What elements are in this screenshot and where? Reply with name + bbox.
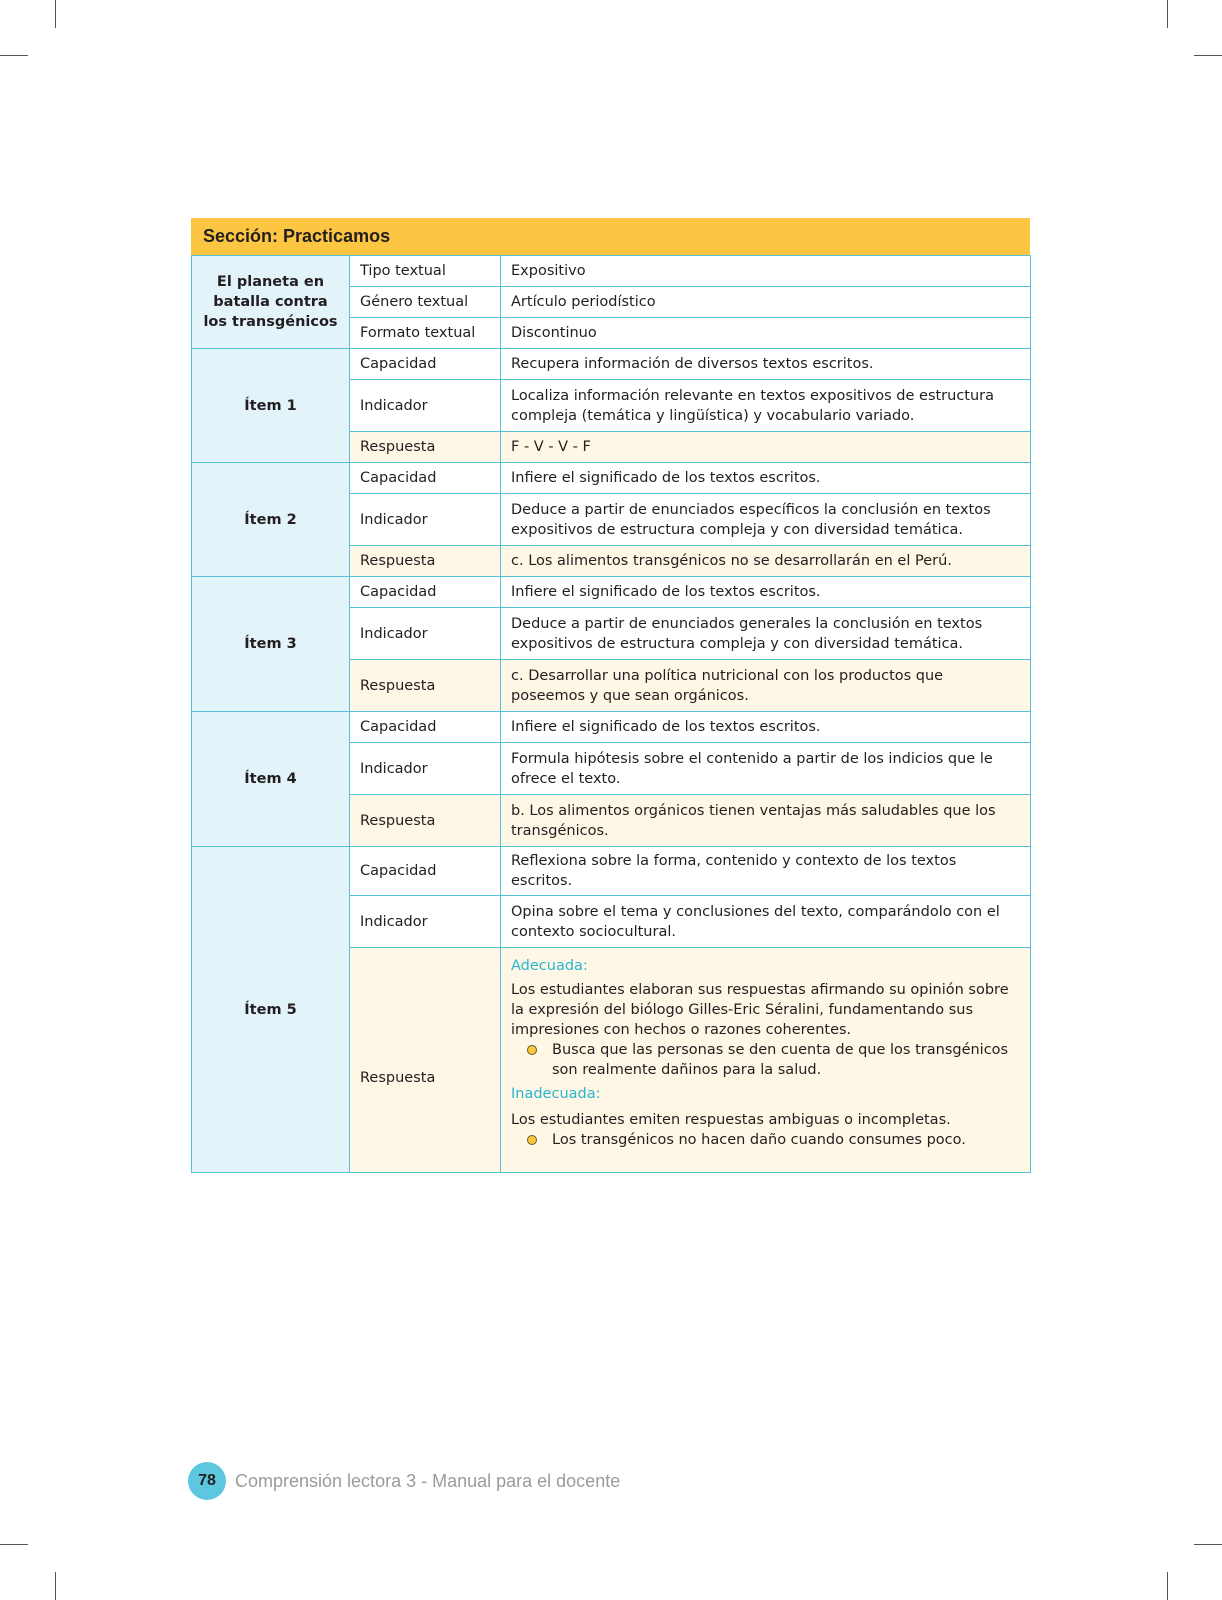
respuesta-value: c. Desarrollar una política nutricional con los productos que poseemos y que sean orgánicos. xyxy=(501,660,1031,712)
capacidad-value: Infiere el significado de los textos escritos. xyxy=(501,463,1031,494)
row-value: Discontinuo xyxy=(501,318,1031,349)
crop-mark xyxy=(1194,55,1222,56)
adecuada-example-text: Busca que las personas se den cuenta de que los transgénicos son realmente dañinos para la salud. xyxy=(552,1042,1009,1078)
capacidad-value: Recupera información de diversos textos escritos. xyxy=(501,349,1031,380)
crop-mark xyxy=(1194,1544,1222,1545)
capacidad-label: Capacidad xyxy=(350,577,501,608)
page-footer xyxy=(188,1462,620,1500)
item-5-label: Ítem 5 xyxy=(192,847,350,1173)
respuesta-label: Respuesta xyxy=(350,660,501,712)
indicador-value: Deduce a partir de enunciados generales la conclusión en textos expositivos de estructura compleja y con diversidad temática. xyxy=(501,608,1031,660)
capacidad-label: Capacidad xyxy=(350,712,501,743)
capacidad-value: Infiere el significado de los textos escritos. xyxy=(501,577,1031,608)
adecuada-example xyxy=(527,1040,1020,1080)
bullet-icon xyxy=(527,1045,537,1055)
item-2-label: Ítem 2 xyxy=(192,463,350,577)
section-title: Sección: Practicamos xyxy=(191,218,1030,255)
inadecuada-title: Inadecuada: xyxy=(511,1086,601,1102)
respuesta-label: Respuesta xyxy=(350,795,501,847)
crop-mark xyxy=(1167,0,1168,28)
practicamos-section xyxy=(191,218,1030,1173)
adecuada-title: Adecuada: xyxy=(511,958,588,974)
capacidad-value: Reflexiona sobre la forma, contenido y contexto de los textos escritos. xyxy=(501,847,1031,896)
crop-mark xyxy=(55,1572,56,1600)
page-number: 78 xyxy=(188,1462,226,1500)
indicador-label: Indicador xyxy=(350,896,501,948)
book-title: Comprensión lectora 3 - Manual para el docente xyxy=(235,1470,621,1491)
inadecuada-example-text: Los transgénicos no hacen daño cuando consumes poco. xyxy=(552,1132,966,1148)
indicador-label: Indicador xyxy=(350,380,501,432)
capacidad-label: Capacidad xyxy=(350,847,501,896)
crop-mark xyxy=(0,55,28,56)
evaluation-table xyxy=(191,255,1031,1173)
respuesta-value: c. Los alimentos transgénicos no se desarrollarán en el Perú. xyxy=(501,546,1031,577)
indicador-label: Indicador xyxy=(350,743,501,795)
inadecuada-example xyxy=(527,1130,1020,1150)
adecuada-text: Los estudiantes elaboran sus respuestas afirmando su opinión sobre la expresión del biólogo Gilles-Eric Séralini, fundamentando sus impresiones con hechos o razones coherentes. xyxy=(511,982,1009,1038)
row-value: Expositivo xyxy=(501,256,1031,287)
respuesta-label: Respuesta xyxy=(350,546,501,577)
respuesta-detail xyxy=(501,948,1031,1173)
respuesta-label: Respuesta xyxy=(350,432,501,463)
respuesta-value: b. Los alimentos orgánicos tienen ventajas más saludables que los transgénicos. xyxy=(501,795,1031,847)
indicador-label: Indicador xyxy=(350,608,501,660)
row-value: Artículo periodístico xyxy=(501,287,1031,318)
capacidad-label: Capacidad xyxy=(350,349,501,380)
indicador-label: Indicador xyxy=(350,494,501,546)
indicador-value: Formula hipótesis sobre el contenido a partir de los indicios que le ofrece el texto. xyxy=(501,743,1031,795)
indicador-value: Opina sobre el tema y conclusiones del texto, comparándolo con el contexto sociocultural. xyxy=(501,896,1031,948)
crop-mark xyxy=(0,1544,28,1545)
crop-mark xyxy=(1167,1572,1168,1600)
capacidad-label: Capacidad xyxy=(350,463,501,494)
indicador-value: Localiza información relevante en textos expositivos de estructura compleja (temática y lingüística) y vocabulario variado. xyxy=(501,380,1031,432)
text-title: El planeta en batalla contra los transgénicos xyxy=(192,256,350,349)
crop-mark xyxy=(55,0,56,28)
capacidad-value: Infiere el significado de los textos escritos. xyxy=(501,712,1031,743)
item-3-label: Ítem 3 xyxy=(192,577,350,712)
inadecuada-text: Los estudiantes emiten respuestas ambiguas o incompletas. xyxy=(511,1112,951,1128)
row-label: Formato textual xyxy=(350,318,501,349)
row-label: Género textual xyxy=(350,287,501,318)
indicador-value: Deduce a partir de enunciados específicos la conclusión en textos expositivos de estructura compleja y con diversidad temática. xyxy=(501,494,1031,546)
respuesta-label: Respuesta xyxy=(350,948,501,1173)
respuesta-value: F - V - V - F xyxy=(501,432,1031,463)
row-label: Tipo textual xyxy=(350,256,501,287)
bullet-icon xyxy=(527,1135,537,1145)
item-1-label: Ítem 1 xyxy=(192,349,350,463)
item-4-label: Ítem 4 xyxy=(192,712,350,847)
